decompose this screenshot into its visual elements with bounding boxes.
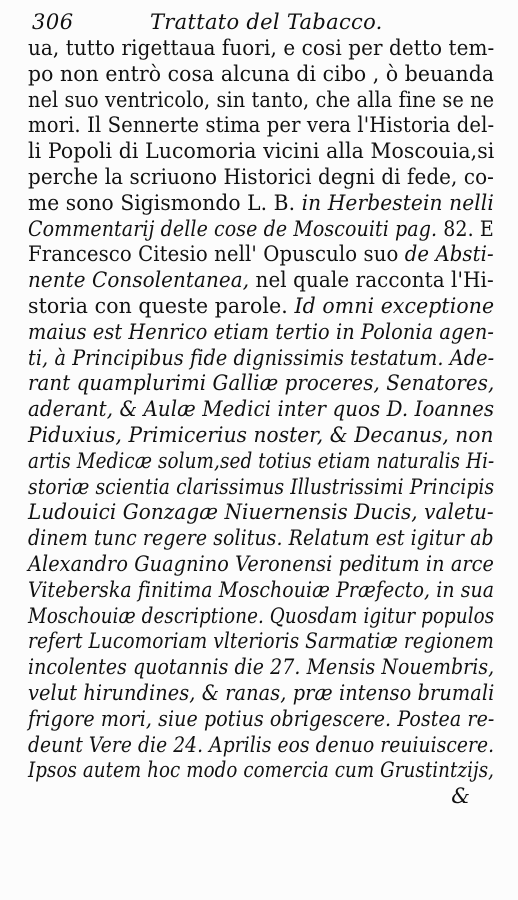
italic-text-segment: Piduxius, Primicerius noster, & Decanus, non bbox=[28, 422, 494, 447]
text-line bbox=[28, 422, 494, 449]
italic-text-segment: Ipsos autem hoc modo comercia cum Grustintzijs, bbox=[28, 758, 495, 783]
roman-text-segment: ua, tutto rigettaua fuori, e cosi per detto tem- bbox=[28, 36, 495, 60]
text-line bbox=[28, 732, 495, 759]
text-line bbox=[28, 164, 494, 191]
italic-text-segment: Commentarij delle cose de Moscouiti pag. bbox=[28, 216, 438, 241]
roman-text-segment: Francesco Citesio nell' Opusculo suo bbox=[28, 242, 405, 267]
italic-text-segment: Ludouici Gonzagæ Niuernensis Ducis, valetu- bbox=[28, 500, 494, 525]
italic-text-segment: storiæ scientia clarissimus Illustrissimi Principis bbox=[28, 474, 495, 499]
text-line bbox=[28, 655, 495, 681]
text-line bbox=[28, 190, 494, 217]
italic-text-segment: Moschouiæ descriptione. Quosdam igitur populos bbox=[28, 603, 495, 628]
text-line bbox=[28, 706, 495, 733]
text-line bbox=[28, 603, 495, 630]
italic-text-segment: maius est Henrico etiam tertio in Polonia agen- bbox=[28, 319, 494, 344]
roman-text-segment: perche la scriuono Historici degni di fede, co- bbox=[28, 164, 494, 189]
roman-text-segment: 82. E bbox=[437, 216, 494, 241]
text-line bbox=[28, 139, 495, 165]
italic-text-segment: in Herbestein nelli bbox=[301, 190, 494, 215]
page-header bbox=[32, 10, 494, 38]
italic-text-segment: refert Lucomoriam vlterioris Sarmatiæ regionem bbox=[28, 629, 494, 654]
text-line bbox=[28, 36, 495, 62]
roman-text-segment: nel quale racconta l'Hi- bbox=[249, 268, 494, 293]
text-line bbox=[28, 448, 495, 475]
roman-text-segment: nel suo ventricolo, sin tanto, che alla fine se ne bbox=[28, 87, 495, 112]
italic-text-segment: de Absti- bbox=[404, 242, 494, 267]
text-line bbox=[28, 500, 494, 526]
roman-text-segment: li Popoli di Lucomoria vicini alla Moscouia,si bbox=[28, 139, 495, 164]
text-line bbox=[28, 397, 495, 423]
text-line bbox=[28, 758, 495, 784]
text-line bbox=[28, 474, 495, 501]
page-number: 306 bbox=[32, 10, 74, 34]
italic-text-segment: Alexandro Guagnino Veronensi peditum in arce bbox=[28, 551, 494, 576]
roman-text-segment: storia con queste parole. bbox=[28, 293, 295, 318]
text-line bbox=[28, 242, 494, 268]
text-line bbox=[28, 577, 495, 604]
italic-text-segment: incolentes quotannis die 27. Mensis Nouembris, bbox=[28, 655, 495, 680]
catchword: & bbox=[451, 784, 470, 808]
italic-text-segment: nente Consolentanea, bbox=[28, 268, 250, 293]
text-line bbox=[28, 526, 494, 552]
roman-text-segment: me sono Sigismondo L. B. bbox=[28, 190, 302, 215]
text-line bbox=[28, 293, 495, 320]
italic-text-segment: aderant, & Aulæ Medici inter quos D. Ioannes bbox=[28, 397, 495, 422]
italic-text-segment: dinem tunc regere solitus. Relatum est igitur ab bbox=[28, 526, 494, 551]
text-line bbox=[28, 216, 494, 243]
running-head: Trattato del Tabacco. bbox=[150, 10, 383, 34]
text-line bbox=[28, 268, 494, 294]
text-line bbox=[28, 629, 494, 655]
text-line bbox=[28, 371, 495, 397]
text-line bbox=[28, 113, 495, 139]
text-line bbox=[28, 680, 495, 707]
text-line bbox=[28, 319, 494, 346]
italic-text-segment: artis Medicæ solum,sed totius etiam naturalis Hi- bbox=[28, 448, 495, 473]
text-line bbox=[28, 87, 495, 114]
text-line bbox=[28, 61, 495, 88]
roman-text-segment: mori. Il Sennerte stima per vera l'Historia del- bbox=[28, 113, 495, 138]
italic-text-segment: rant quamplurimi Galliæ proceres, Senatores, bbox=[28, 371, 495, 396]
italic-text-segment: ti, à Principibus fide dignissimis testatum. Ade- bbox=[28, 345, 495, 370]
italic-text-segment: Id omni exceptione bbox=[294, 293, 495, 318]
italic-text-segment: Viteberska finitima Moschouiæ Præfecto, in sua bbox=[28, 577, 495, 602]
italic-text-segment: deunt Vere die 24. Aprilis eos denuo reuiuiscere. bbox=[28, 732, 495, 757]
roman-text-segment: po non entrò cosa alcuna di cibo , ò beuanda bbox=[28, 61, 495, 86]
italic-text-segment: frigore mori, siue potius obrigescere. Postea re- bbox=[28, 706, 495, 731]
italic-text-segment: velut hirundines, & ranas, præ intenso brumali bbox=[28, 680, 495, 705]
text-line bbox=[28, 345, 495, 372]
body-text bbox=[28, 36, 496, 784]
text-line bbox=[28, 551, 494, 578]
